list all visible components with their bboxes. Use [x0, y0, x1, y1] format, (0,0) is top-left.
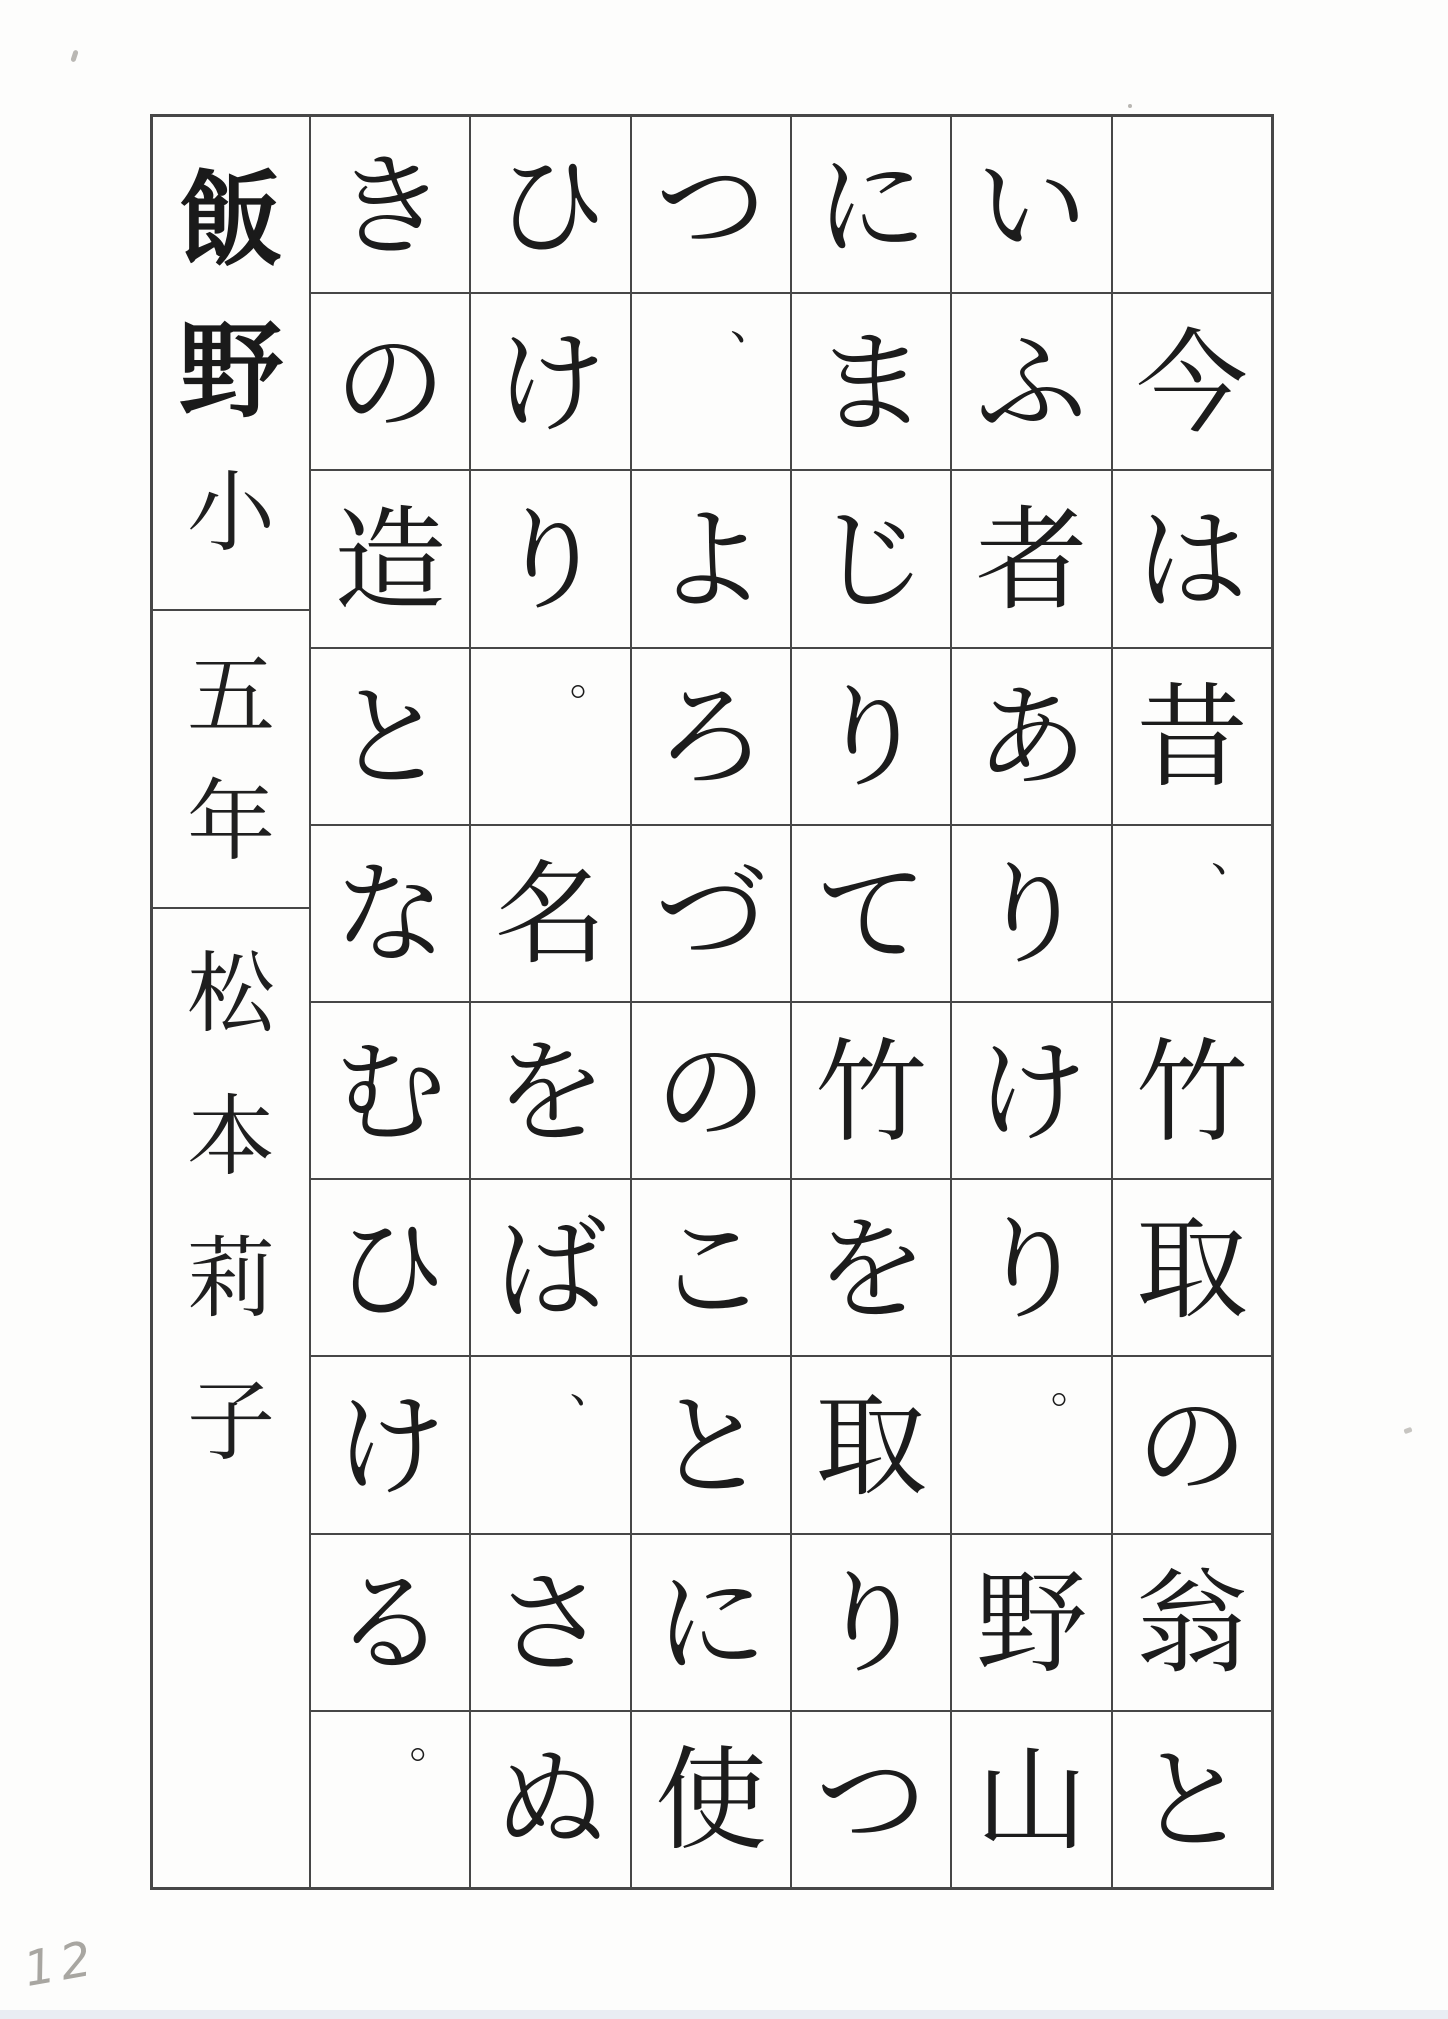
handwritten-character: 造 — [334, 495, 447, 626]
grid-cell — [311, 649, 469, 824]
grid-cell — [632, 471, 790, 646]
handwritten-character: 。 — [1050, 1359, 1097, 1414]
scan-speck — [1128, 104, 1132, 108]
handwritten-character: て — [815, 850, 928, 981]
grid-cell — [1113, 1180, 1271, 1355]
handwritten-name-character: 年 — [186, 769, 275, 873]
handwritten-character: る — [334, 1559, 447, 1690]
handwritten-name-character: 本 — [186, 1084, 275, 1188]
text-column — [632, 117, 790, 1887]
grid-cell-punctuation — [952, 1357, 1110, 1532]
name-cell — [153, 611, 309, 907]
handwritten-name-character: 松 — [186, 942, 275, 1045]
grid-cell-punctuation — [311, 1712, 469, 1887]
grid-cell — [952, 1535, 1110, 1710]
handwritten-character: 。 — [569, 650, 616, 705]
handwritten-character: け — [494, 318, 607, 449]
handwritten-character: ひ — [334, 1204, 447, 1335]
grid-cell — [792, 1180, 950, 1355]
grid-cell — [952, 826, 1110, 1001]
handwritten-character: 者 — [975, 495, 1088, 626]
handwritten-character: り — [494, 495, 607, 626]
handwritten-character: 、 — [569, 1359, 616, 1414]
handwritten-character: 野 — [975, 1559, 1088, 1690]
grid-cell — [952, 1712, 1110, 1887]
handwritten-character: け — [975, 1027, 1088, 1158]
handwritten-character: は — [1135, 495, 1248, 626]
handwritten-character: ろ — [654, 673, 767, 804]
handwritten-character: こ — [654, 1204, 767, 1335]
handwritten-name-character: 野 — [178, 309, 283, 432]
scan-speck — [70, 50, 78, 63]
scanner-edge-strip — [0, 2010, 1448, 2019]
grid-cell — [311, 1357, 469, 1532]
scan-speck — [1403, 1427, 1412, 1434]
grid-cell — [952, 471, 1110, 646]
handwritten-character: 山 — [975, 1736, 1088, 1867]
handwritten-character: い — [975, 141, 1088, 272]
handwritten-character: よ — [654, 495, 767, 626]
grid-cell — [792, 1003, 950, 1178]
grid-cell — [952, 294, 1110, 469]
text-column — [311, 117, 469, 1887]
grid-cell — [792, 826, 950, 1001]
grid-cell — [632, 117, 790, 292]
handwritten-character: じ — [815, 495, 928, 626]
handwritten-character: ま — [815, 318, 928, 449]
handwritten-character: 翁 — [1135, 1559, 1248, 1690]
grid-cell-punctuation — [1113, 826, 1271, 1001]
page-number-pencil-mark: 12 — [19, 1930, 102, 1998]
handwritten-character: 竹 — [815, 1027, 928, 1158]
handwritten-character: 、 — [1210, 827, 1257, 882]
grid-cell — [952, 117, 1110, 292]
handwritten-character: と — [1135, 1736, 1248, 1867]
handwritten-character: き — [334, 141, 447, 272]
handwritten-character: け — [334, 1381, 447, 1512]
handwritten-character: に — [654, 1559, 767, 1690]
grid-cell — [311, 1180, 469, 1355]
grid-cell — [792, 1357, 950, 1532]
handwritten-character: 取 — [1135, 1204, 1248, 1335]
handwritten-character: 名 — [494, 850, 607, 981]
grid-cell — [632, 649, 790, 824]
grid-cell — [792, 471, 950, 646]
grid-cell — [632, 1180, 790, 1355]
grid-cell — [311, 294, 469, 469]
handwritten-name-character: 飯 — [178, 159, 283, 282]
grid-cell — [952, 649, 1110, 824]
grid-cell — [632, 1535, 790, 1710]
name-cell — [153, 117, 309, 609]
handwritten-character: さ — [494, 1559, 607, 1690]
grid-cell-punctuation — [471, 649, 629, 824]
handwritten-character: ひ — [494, 141, 607, 272]
handwritten-character: の — [334, 318, 447, 449]
handwritten-character: 今 — [1135, 318, 1248, 449]
handwritten-character: を — [815, 1204, 928, 1335]
handwritten-character: に — [815, 141, 928, 272]
grid-cell — [311, 117, 469, 292]
grid-cell — [952, 1003, 1110, 1178]
handwritten-name-character: 子 — [186, 1369, 275, 1473]
text-column — [471, 117, 629, 1887]
grid-cell — [632, 826, 790, 1001]
text-column — [952, 117, 1110, 1887]
handwritten-character: 竹 — [1135, 1027, 1248, 1158]
grid-cell-empty — [1113, 117, 1271, 292]
handwritten-character: づ — [654, 850, 767, 981]
grid-cell — [792, 1535, 950, 1710]
grid-cell — [471, 826, 629, 1001]
handwriting-grid — [311, 117, 1271, 1887]
genkou-youshi-sheet — [150, 114, 1274, 1890]
grid-cell — [471, 1712, 629, 1887]
handwritten-character: 、 — [729, 296, 776, 351]
handwritten-character: 取 — [815, 1381, 928, 1512]
grid-cell — [632, 1003, 790, 1178]
handwritten-character: ば — [494, 1204, 607, 1335]
grid-cell — [632, 1712, 790, 1887]
grid-cell — [952, 1180, 1110, 1355]
handwritten-name-character: 莉 — [186, 1227, 275, 1331]
handwritten-character: 使 — [654, 1736, 767, 1867]
handwritten-character: の — [654, 1027, 767, 1158]
handwritten-name-character: 五 — [186, 644, 275, 748]
grid-cell — [1113, 471, 1271, 646]
handwritten-character: 。 — [409, 1713, 456, 1768]
grid-cell — [311, 471, 469, 646]
handwritten-character: な — [334, 850, 447, 981]
grid-cell-punctuation — [471, 1357, 629, 1532]
handwritten-character: つ — [815, 1736, 928, 1867]
grid-cell — [471, 1003, 629, 1178]
grid-cell — [471, 471, 629, 646]
grid-cell — [471, 117, 629, 292]
grid-cell — [1113, 1003, 1271, 1178]
name-cell — [153, 909, 309, 1887]
handwritten-character: 昔 — [1135, 673, 1248, 804]
grid-cell — [792, 294, 950, 469]
handwritten-name-character: 小 — [186, 461, 275, 565]
handwritten-character: つ — [654, 141, 767, 272]
grid-cell — [311, 1535, 469, 1710]
name-column — [153, 117, 309, 1887]
text-column — [792, 117, 950, 1887]
text-column — [1113, 117, 1271, 1887]
grid-cell-punctuation — [632, 294, 790, 469]
handwritten-character: と — [334, 673, 447, 804]
handwritten-character: り — [975, 850, 1088, 981]
grid-cell — [1113, 294, 1271, 469]
grid-cell — [311, 1003, 469, 1178]
grid-cell — [1113, 1535, 1271, 1710]
handwritten-character: り — [975, 1204, 1088, 1335]
handwritten-character: の — [1135, 1381, 1248, 1512]
handwritten-character: ふ — [975, 318, 1088, 449]
grid-cell — [471, 1180, 629, 1355]
handwritten-character: む — [334, 1027, 447, 1158]
grid-cell — [1113, 649, 1271, 824]
handwritten-character: り — [815, 1559, 928, 1690]
grid-cell — [792, 1712, 950, 1887]
grid-cell — [1113, 1712, 1271, 1887]
grid-cell — [311, 826, 469, 1001]
grid-cell — [471, 1535, 629, 1710]
grid-cell — [792, 649, 950, 824]
handwritten-character: ぬ — [494, 1736, 607, 1867]
handwritten-character: を — [494, 1027, 607, 1158]
handwritten-character: あ — [975, 673, 1088, 804]
grid-cell — [632, 1357, 790, 1532]
grid-cell — [1113, 1357, 1271, 1532]
grid-cell — [471, 294, 629, 469]
handwritten-character: と — [654, 1381, 767, 1512]
handwritten-character: り — [815, 673, 928, 804]
grid-cell — [792, 117, 950, 292]
